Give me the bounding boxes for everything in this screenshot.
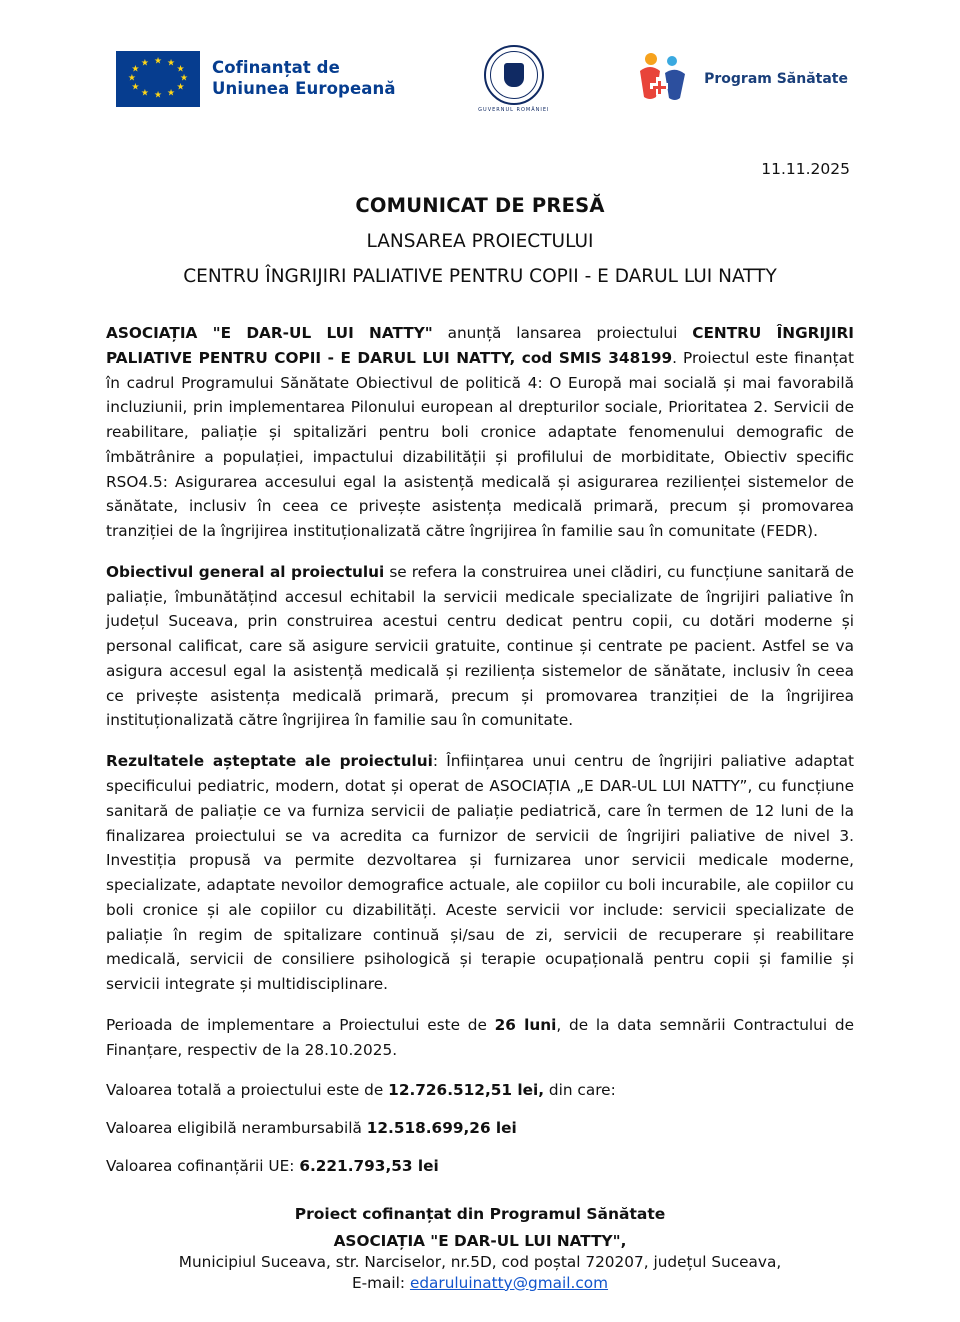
- eu-star-icon: ★: [176, 82, 185, 93]
- eu-cofinancing-amount: 6.221.793,53 lei: [299, 1156, 439, 1175]
- intro-text-b: . Proiectul este finanțat în cadrul Programului Sănătate Obiectivul de politică 4: O Europă mai socială și mai favorabilă incluziunii, prin implementarea Pilonului european al drepturilor sociale, Prioritatea 2. Servicii de reabilitare, paliație și spitalizări pentru boli cronice adaptate fenomenului demografic de îmbătrânire a populației, impactului dizabilității și profilului de morbiditate, Obiectiv specific RSO4.5: Asigurarea accesului egal la asistență medicală și asigurarea rezilienței sistemelor de sănătate, inclusiv în ceea ce privește asistența medicală primară, precum și promovarea tranziției de la îngrijirea instituționalizată către îngrijirea în familie sau în comunitate (FEDR).: [106, 348, 854, 541]
- general-objective-heading: Obiectivul general al proiectului: [106, 562, 385, 581]
- footer-email-label: E-mail:: [351, 1273, 410, 1292]
- period-duration: 26 luni: [494, 1015, 557, 1034]
- romanian-government-logo: [454, 45, 574, 113]
- paragraph-intro: [106, 321, 854, 544]
- eu-star-icon: ★: [153, 56, 163, 67]
- eu-logo-line1: Cofinanțat de: [212, 58, 340, 78]
- paragraph-total-value: [106, 1078, 854, 1103]
- general-objective-text: se refera la construirea unei clădiri, cu funcțiune sanitară de paliație, îmbunătățind accesul echitabil la servicii medicale specializate de îngrijiri paliative în județul Suceava, prin construirea acestui centru dedicat pentru copii, cu dotări moderne și personal calificat, care să asigure servicii gratuite, continue și centrate pe pacient. Astfel se va asigura accesul egal la asistență medicală și reziliența sistemelor de sănătate, inclusiv în ceea ce privește asistența medicală primară, precum și promovarea tranziției de la îngrijirea instituționalizată către îngrijirea în familie sau în comunitate.: [106, 562, 854, 730]
- eu-star-icon: ★: [166, 58, 176, 69]
- footer-email-line: [106, 1274, 854, 1292]
- paragraph-eu-cofinancing-value: [106, 1154, 854, 1179]
- footer-program-note: Proiect cofinanțat din Programul Sănătate: [294, 1204, 666, 1223]
- page-title: COMUNICAT DE PRESĂ: [355, 194, 605, 217]
- paragraph-implementation-period: [106, 1013, 854, 1063]
- eu-star-icon: ★: [166, 88, 176, 99]
- logo-header: [106, 44, 854, 114]
- eu-flag-icon: [116, 51, 200, 107]
- eu-star-icon: ★: [127, 73, 136, 84]
- intro-text-a: anunță lansarea proiectului: [432, 324, 693, 342]
- expected-results-heading: Rezultatele așteptate ale proiectului: [106, 752, 433, 771]
- eu-star-icon: ★: [176, 64, 185, 75]
- eu-star-icon: ★: [140, 88, 150, 99]
- eu-star-icon: ★: [153, 90, 163, 101]
- eligible-value-text: Valoarea eligibilă nerambursabilă: [106, 1119, 367, 1138]
- eu-logo-text: [212, 58, 396, 99]
- seal-shield-shape: [504, 63, 524, 87]
- eligible-value-amount: 12.518.699,26 lei: [366, 1119, 517, 1138]
- eu-logo-line2: Uniunea Europeană: [212, 79, 396, 98]
- romanian-government-seal-icon: [484, 45, 544, 105]
- expected-results-text: : Înființarea unui centru de îngrijiri paliative adaptat specificului pediatric, modern, dotat și operat de ASOCIAȚIA „E DAR-UL LUI NATTY”, cu funcțiune sanitară de paliație ce va furniza servicii de paliație pediatrică, care în termen de 12 luni de la finalizarea proiectului se va acredita ca furnizor de servicii de îngrijiri paliative de nivel 3. Investiția propusă va permite dezvoltarea și furnizarea unor servicii medicale moderne, specializate, adaptate nevoilor demografice actuale, ale copiilor cu boli incurabile, ale copiilor cu boli cronice și ale copiilor cu dizabilități. Aceste servicii vor include: servicii specializate de paliație în regim de spitalizare continuă și/sau de zi, servicii de recuperare și reabilitare medicală, servicii de consiliere psihologică și terapie ocupațională pentru copii și familie și servicii integrate și multidisciplinare.: [106, 752, 855, 994]
- eu-star-icon: ★: [131, 82, 140, 93]
- total-value-amount: 12.726.512,51 lei,: [388, 1081, 545, 1100]
- project-name-title: CENTRU ÎNGRIJIRI PALIATIVE PENTRU COPII - E DARUL LUI NATTY: [183, 266, 777, 287]
- document-footer: [106, 1205, 854, 1292]
- footer-address: Municipiul Suceava, str. Narciselor, nr.5D, cod poștal 720207, județul Suceava,: [178, 1252, 782, 1271]
- intro-project-code: CENTRU ÎNGRIJIRI PALIATIVE PENTRU COPII - E DARUL LUI NATTY, cod SMIS 348199: [106, 324, 854, 367]
- program-sanatate-label: Program Sănătate: [704, 71, 848, 87]
- eu-cofinancing-logo: [116, 51, 396, 107]
- footer-organization: ASOCIAȚIA "E DAR-UL LUI NATTY",: [333, 1231, 627, 1250]
- paragraph-expected-results: [106, 749, 854, 997]
- total-value-text-a: Valoarea totală a proiectului este de: [106, 1081, 389, 1100]
- period-text-b: , de la data semnării Contractului de Finanțare, respectiv de la 28.10.2025.: [106, 1015, 854, 1059]
- eu-cofinancing-text: Valoarea cofinanțării UE:: [106, 1156, 300, 1175]
- intro-organization-name: ASOCIAȚIA "E DAR-UL LUI NATTY": [106, 324, 433, 342]
- eu-star-icon: ★: [131, 64, 140, 75]
- paragraph-general-objective: [106, 560, 854, 733]
- document-titles: [106, 194, 854, 287]
- eu-star-icon: ★: [140, 58, 150, 69]
- program-sanatate-logo: [632, 51, 848, 107]
- gov-logo-caption: GUVERNUL ROMÂNIEI: [478, 107, 550, 113]
- subtitle-launch: LANSAREA PROIECTULUI: [366, 231, 594, 252]
- period-text-a: Perioada de implementare a Proiectului este de: [106, 1015, 495, 1034]
- paragraph-eligible-value: [106, 1116, 854, 1141]
- eu-star-icon: ★: [179, 73, 189, 84]
- document-body: [106, 321, 854, 1179]
- footer-email-link[interactable]: edaruluinatty@gmail.com: [409, 1273, 609, 1292]
- total-value-text-b: din care:: [544, 1081, 616, 1100]
- document-date: 11.11.2025: [761, 160, 850, 178]
- program-sanatate-icon: [632, 51, 694, 107]
